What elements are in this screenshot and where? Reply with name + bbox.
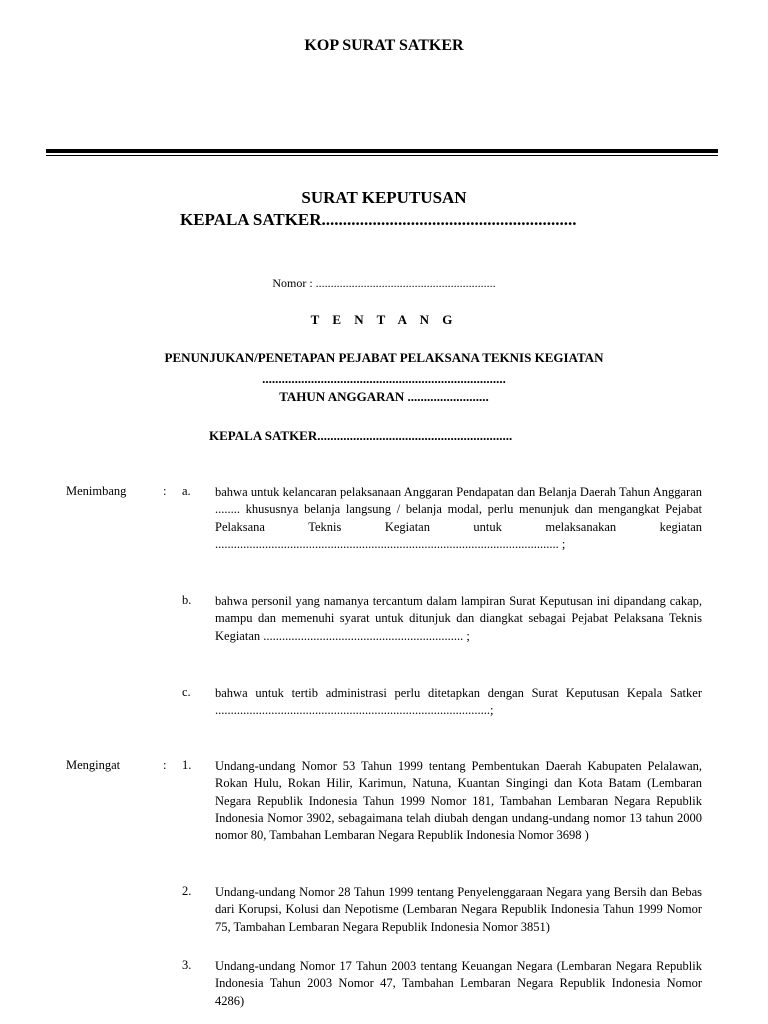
kepala-satker-line: KEPALA SATKER............................................................ [209,428,513,443]
mengingat-item-3-text: Undang-undang Nomor 17 Tahun 2003 tentang Keuangan Negara (Lembaran Negara Republik Indonesia Tahun 2003 Nomor 47, Tambahan Lembaran Negara Republik Indonesia Nomor 4286) [215,959,702,1008]
decree-issuer: KEPALA SATKER............................................................ [180,210,577,229]
menimbang-item-b-marker: b. [182,593,192,607]
mengingat-item-1-marker: 1. [182,758,192,772]
menimbang-colon: : [163,484,167,498]
menimbang-item-c-marker: c. [182,685,191,699]
mengingat-item-2-text: Undang-undang Nomor 28 Tahun 1999 tentang Penyelenggaraan Negara yang Bersih dan Bebas dari Korupsi, Kolusi dan Nepotisme (Lembaran Negara Republik Indonesia Tahun 1999 Nomor 75, Tambahan Lembaran Negara Republik Indonesia Nomor 3851) [215,885,702,934]
menimbang-item-a-text: bahwa untuk kelancaran pelaksanaan Anggaran Pendapatan dan Belanja Daerah Tahun Anggaran ........ khususnya belanja langsung / belanja modal, perlu menunjuk dan mengangkat Pejabat Pelaksana Teknis Kegiatan untuk melaksanakan kegiatan .............................................................................................................. ; [215,485,702,551]
mengingat-label: Mengingat [66,758,121,772]
menimbang-item-c-text: bahwa untuk tertib administrasi perlu ditetapkan dengan Surat Keputusan Kepala Satker ........................................................................................; [215,686,702,718]
mengingat-colon: : [163,758,167,772]
letterhead-title: KOP SURAT SATKER [304,37,464,54]
tentang-heading: T E N T A N G [310,312,458,327]
mengingat-item-1-text: Undang-undang Nomor 53 Tahun 1999 tentang Pembentukan Daerah Kabupaten Pelalawan, Rokan Hulu, Rokan Hilir, Karimun, Natuna, Kuantan Singingi dan Kota Batam (Lembaran Negara Republik Indonesia Tahun 1999 Nomor 181, Tambahan Lembaran Negara Republik Indonesia Nomor 3902, sebagaimana telah diubah dengan undang-undang nomor 13 tahun 2000 nomor 80, Tambahan Lembaran Negara Republik Indonesia Nomor 3698 ) [215,759,702,843]
decree-number: Nomor : ............................................................ [272,276,496,290]
menimbang-item-a-marker: a. [182,484,191,498]
subject-line-3: TAHUN ANGGARAN ......................... [279,389,489,404]
letterhead-rule-thick [46,149,718,153]
subject-line-1: PENUNJUKAN/PENETAPAN PEJABAT PELAKSANA TEKNIS KEGIATAN [164,350,604,365]
subject-line-2: ........................................................................... [262,371,506,386]
mengingat-item-3-marker: 3. [182,958,192,972]
menimbang-label: Menimbang [66,484,127,498]
letterhead-rule-thin [46,155,718,156]
menimbang-item-b-text: bahwa personil yang namanya tercantum dalam lampiran Surat Keputusan ini dipandang cakap, mampu dan memenuhi syarat untuk ditunjuk dan diangkat sebagai Pejabat Pelaksana Teknis Kegiatan ................................................................ ; [215,594,702,643]
decree-title: SURAT KEPUTUSAN [301,188,467,207]
mengingat-item-2-marker: 2. [182,884,192,898]
